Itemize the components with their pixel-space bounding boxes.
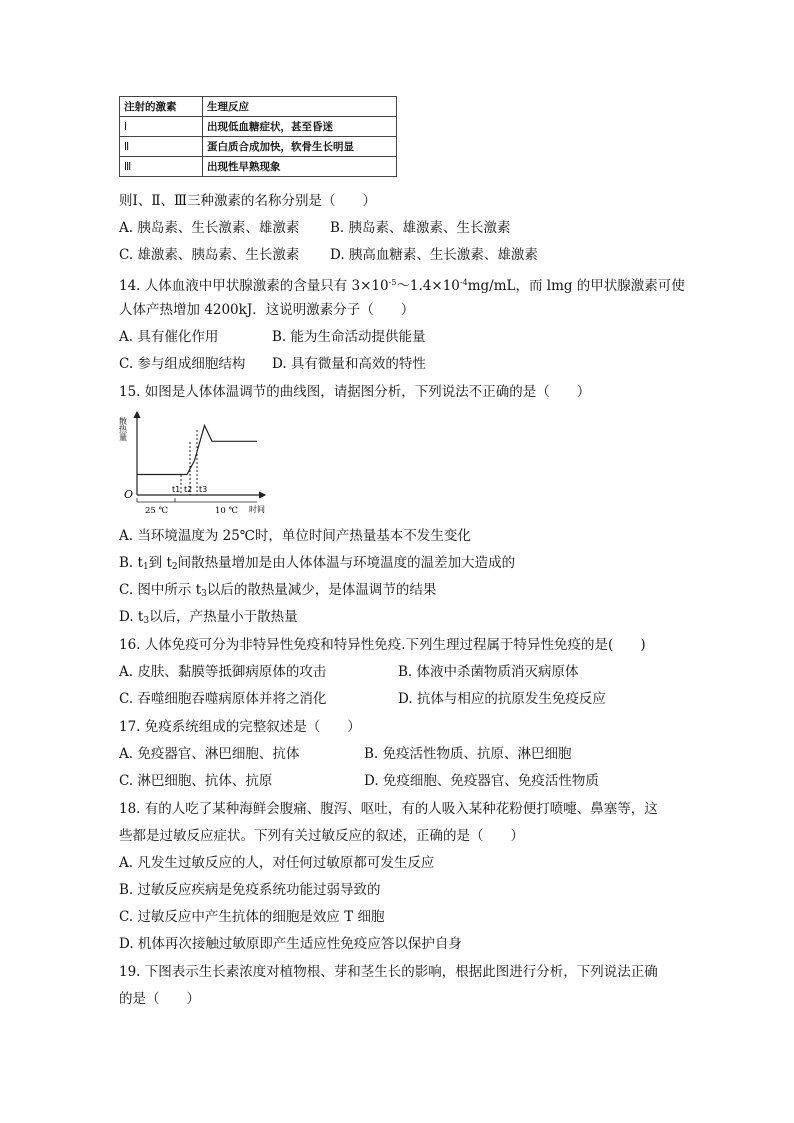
q17-option-a: A. 免疫器官、淋巴细胞、抗体	[119, 746, 300, 762]
table-cell: Ⅱ	[120, 137, 203, 157]
q14-option-d: D. 具有微量和高效的特性	[272, 356, 426, 372]
q19-stem-line1: 19. 下图表示生长素浓度对植物根、芽和茎生长的影响，根据此图进行分析，下列说法正确	[119, 964, 658, 980]
q17-option-b: B. 免疫活性物质、抗原、淋巴细胞	[364, 746, 572, 762]
q18-option-b: B. 过敏反应疾病是免疫系统功能过弱导致的	[119, 882, 381, 898]
table-cell: 蛋白质合成加快，软骨生长明显	[203, 137, 397, 157]
q14-text-b: ～1.4×10	[396, 278, 460, 294]
q18-stem-line1: 18. 有的人吃了某种海鲜会腹痛、腹泻、呕吐，有的人吸入某种花粉便打喷嚏、鼻塞等，这	[119, 801, 658, 817]
q17-option-d: D. 免疫细胞、免疫器官、免疫活性物质	[364, 773, 599, 789]
q14-option-b: B. 能为生命活动提供能量	[272, 329, 426, 345]
q15-b-text: 到 t	[148, 555, 172, 571]
table-cell: Ⅲ	[120, 157, 203, 177]
table-row	[120, 157, 397, 177]
tick-label-t1: t1	[172, 485, 181, 494]
q15-d-text: 以后，产热量小于散热量	[149, 609, 298, 625]
heat-dissipation-chart	[117, 408, 277, 516]
q13-option-c: C. 雄激素、胰岛素、生长激素	[119, 247, 300, 263]
q16-option-b: B. 体液中杀菌物质消灭病原体	[398, 664, 579, 680]
q15-c-text: 以后的散热量减少，是体温调节的结果	[206, 582, 437, 598]
q14-exponent-1: -5	[388, 278, 397, 287]
origin-label: O	[124, 488, 134, 501]
q15-option-b	[119, 554, 515, 576]
q16-option-d: D. 抗体与相应的抗原发生免疫反应	[398, 691, 606, 707]
table-header-row	[120, 97, 397, 117]
x-axis-label: 时间	[249, 505, 265, 514]
q15-option-c	[119, 581, 436, 603]
table-header-cell: 生理反应	[203, 97, 397, 117]
q19-stem-line2: 的是（ ）	[119, 991, 200, 1007]
tick-label-t2: t2	[184, 485, 193, 494]
q15-b-text: B. t	[119, 555, 143, 571]
table-cell: 出现性早熟现象	[203, 157, 397, 177]
q18-stem-line2: 些都是过敏反应症状。下列有关过敏反应的叙述，正确的是（ ）	[119, 828, 524, 844]
q15-d-sub: 3	[143, 616, 150, 626]
y-axis-label: 散热量	[118, 417, 128, 441]
q15-option-d	[119, 608, 298, 630]
q13-option-b: B. 胰岛素、雄激素、生长激素	[330, 220, 511, 236]
q17-stem: 17. 免疫系统组成的完整叙述是（ ）	[119, 719, 361, 735]
q13-option-a: A. 胰岛素、生长激素、雄激素	[119, 220, 300, 236]
tick-label-t3: t3	[199, 485, 208, 494]
q14-text-a: 14. 人体血液中甲状腺激素的含量只有 3×10	[119, 278, 389, 294]
q16-stem: 16. 人体免疫可分为非特异性免疫和特异性免疫.下列生理过程属于特异性免疫的是( )	[119, 637, 646, 653]
q15-option-a: A. 当环境温度为 25℃时，单位时间产热量基本不发生变化	[119, 528, 471, 544]
q14-option-c: C. 参与组成细胞结构	[119, 356, 246, 372]
q14-exponent-2: -4	[459, 278, 468, 287]
q17-option-c: C. 淋巴细胞、抗体、抗原	[119, 773, 273, 789]
q13-option-d: D. 胰高血糖素、生长激素、雄激素	[330, 247, 538, 263]
q18-option-d: D. 机体再次接触过敏原即产生适应性免疫应答以保护自身	[119, 936, 462, 952]
table-header-cell: 注射的激素	[120, 97, 203, 117]
table-row	[120, 117, 397, 137]
segment-10-label: 10 ℃	[215, 506, 239, 516]
q15-d-text: D. t	[119, 609, 144, 625]
q14-text-c: mg/mL，而 lmg 的甲状腺激素可使	[467, 278, 685, 294]
hormone-table	[119, 96, 397, 177]
table-cell: Ⅰ	[120, 117, 203, 137]
segment-25-label: 25 ℃	[145, 506, 169, 516]
q16-option-c: C. 吞噬细胞吞噬病原体并将之消化	[119, 691, 327, 707]
q15-b-text: 间散热量增加是由人体体温与环境温度的温差加大造成的	[177, 555, 516, 571]
table-cell: 出现低血糖症状，甚至昏迷	[203, 117, 397, 137]
q15-b-sub2: 2	[171, 562, 178, 572]
q15-c-sub: 3	[201, 589, 207, 599]
q15-c-text: C. 图中所示 t	[119, 582, 202, 598]
q15-stem: 15. 如图是人体体温调节的曲线图，请据图分析，下列说法不正确的是（ ）	[119, 384, 591, 400]
table-row	[120, 137, 397, 157]
q16-option-a: A. 皮肤、黏膜等抵御病原体的攻击	[119, 664, 327, 680]
q13-stem: 则Ⅰ、Ⅱ、Ⅲ三种激素的名称分别是（ ）	[119, 193, 377, 209]
q18-option-c: C. 过敏反应中产生抗体的细胞是效应 T 细胞	[119, 909, 385, 925]
q15-b-sub1: 1	[142, 562, 149, 572]
q14-option-a: A. 具有催化作用	[119, 329, 219, 345]
q14-stem-line1	[119, 274, 685, 295]
q18-option-a: A. 凡发生过敏反应的人，对任何过敏原都可发生反应	[119, 855, 435, 871]
q14-stem-line2: 人体产热增加 4200kJ．这说明激素分子（ ）	[119, 302, 415, 318]
